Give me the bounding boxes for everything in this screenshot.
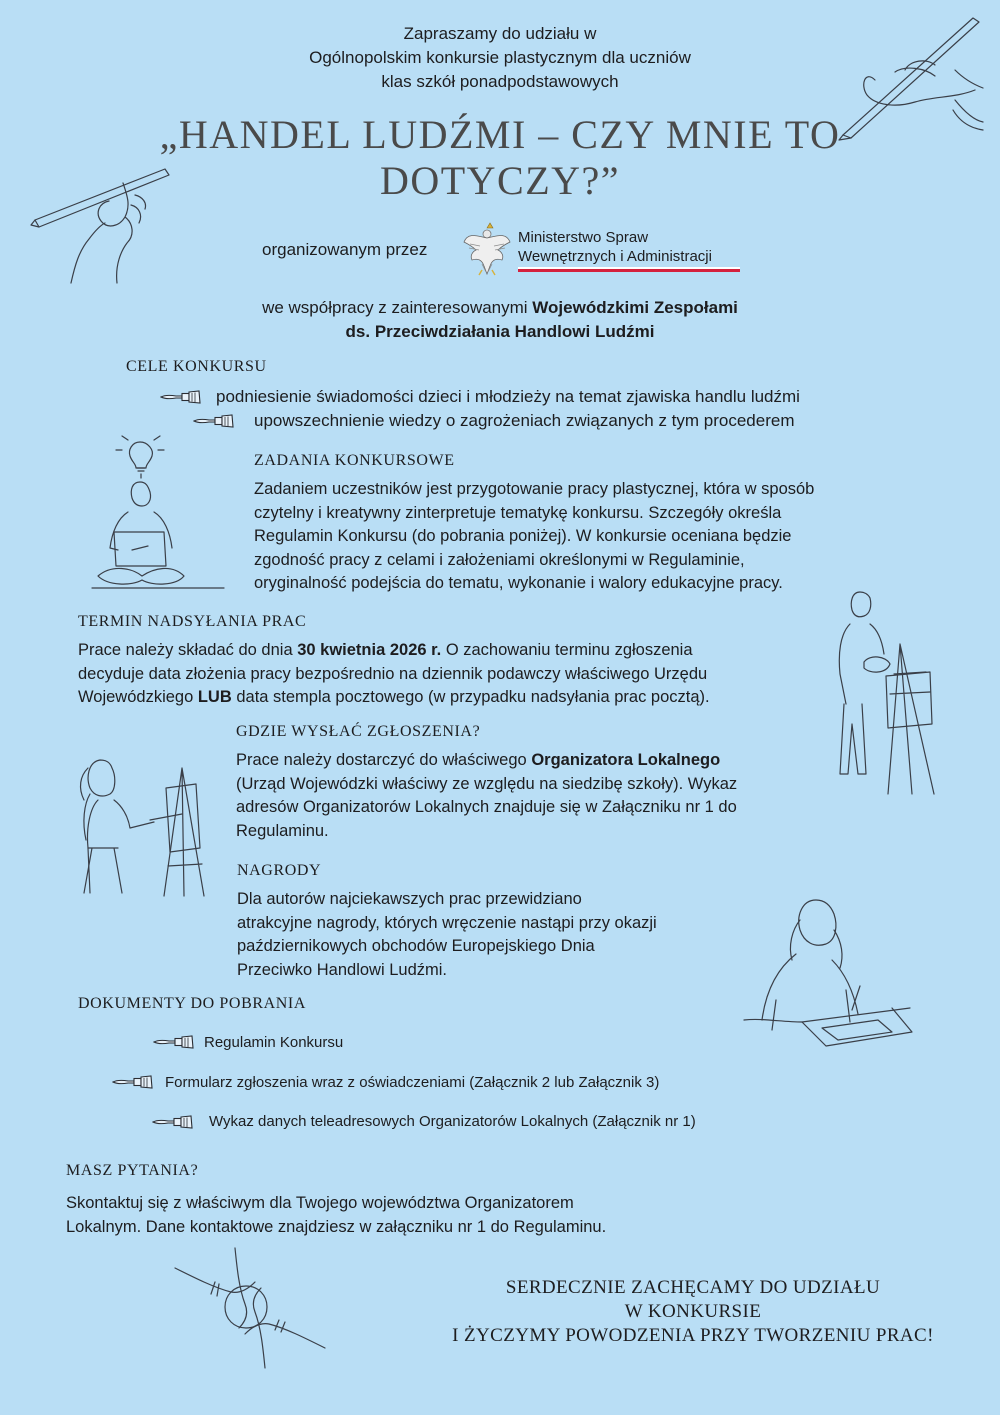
document-link-regulations[interactable]: Regulamin Konkursu <box>204 1034 344 1051</box>
man-at-easel-icon <box>830 584 950 799</box>
deadline-line-2: decyduje data złożenia pracy bezpośrednio na dziennik podawczy właściwego Urzędu <box>78 664 708 683</box>
closing-message <box>420 1276 966 1348</box>
document-link-form[interactable]: Formularz zgłoszenia wraz z oświadczeniami (Załącznik 2 lub Załącznik 3) <box>165 1074 660 1091</box>
goal-item-2: upowszechnienie wiedzy o zagrożeniach związanych z tym procederem <box>254 411 795 430</box>
deadline-date: 30 kwietnia 2026 r. <box>297 641 442 659</box>
where-line-2: (Urząd Wojewódzki właściwy ze względu na siedzibę szkoły). Wykaz <box>236 774 738 793</box>
where-line-1 <box>236 749 826 773</box>
intro-line-3: klas szkół ponadpodstawowych <box>381 72 619 91</box>
ministry-logo <box>462 222 752 280</box>
paintbrush-icon <box>193 413 235 429</box>
prizes-text <box>237 888 737 982</box>
deadline-text-part: Prace należy składać do dnia <box>78 641 298 659</box>
page-title <box>100 112 900 204</box>
questions-line-1: Skontaktuj się z właściwym dla Twojego województwa Organizatorem <box>66 1194 574 1212</box>
deadline-or: LUB <box>197 688 232 706</box>
intro-line-1: Zapraszamy do udziału w <box>403 24 597 43</box>
prizes-line: Dla autorów najciekawszych prac przewidziano <box>237 890 582 908</box>
questions-heading: MASZ PYTANIA? <box>66 1162 199 1179</box>
deadline-heading: TERMIN NADSYŁANIA PRAC <box>78 613 307 630</box>
ministry-name-line-1: Ministerstwo Spraw <box>518 229 649 246</box>
where-text-part: Prace należy dostarczyć do właściwego <box>236 751 532 769</box>
cooperation <box>200 296 800 344</box>
ministry-name <box>518 228 712 266</box>
closing-line-1: SERDECZNIE ZACHĘCAMY DO UDZIAŁU <box>505 1277 881 1298</box>
prizes-line: Przeciwko Handlowi Ludźmi. <box>237 960 447 979</box>
woman-drawing-icon <box>742 890 914 1050</box>
intro-line-2: Ogólnopolskim konkursie plastycznym dla uczniów <box>309 48 691 67</box>
paintbrush-icon <box>160 389 202 405</box>
goals-heading: CELE KONKURSU <box>126 358 267 375</box>
tasks-line: oryginalność podejścia do tematu, wykonanie i walory edukacyjne pracy. <box>254 574 783 592</box>
questions-line-2: Lokalnym. Dane kontaktowe znajdziesz w załączniku nr 1 do Regulaminu. <box>66 1217 607 1236</box>
paintbrush-icon <box>153 1034 195 1050</box>
where-line-4: Regulaminu. <box>236 821 329 840</box>
document-link-contacts[interactable]: Wykaz danych teleadresowych Organizatorów Lokalnych (Załącznik nr 1) <box>209 1113 696 1130</box>
deadline-text-part: O zachowaniu terminu zgłoszenia <box>441 641 693 659</box>
tasks-heading: ZADANIA KONKURSOWE <box>254 452 455 469</box>
paintbrush-icon <box>152 1114 194 1130</box>
ministry-name-line-2: Wewnętrznych i Administracji <box>518 248 712 265</box>
where-organizer: Organizatora Lokalnego <box>531 751 721 769</box>
deadline-line-3 <box>78 686 838 710</box>
title-line-2: DOTYCZY?” <box>379 158 621 203</box>
deadline-line-1 <box>78 639 838 663</box>
tasks-line: czytelny i kreatywny zinterpretuje tematykę konkursu. Szczegóły określa <box>254 503 782 522</box>
eagle-emblem-icon <box>462 222 512 278</box>
deadline-text <box>78 639 838 710</box>
prizes-line: październikowych obchodów Europejskiego Dnia <box>237 937 595 955</box>
closing-line-2: W KONKURSIE <box>624 1301 762 1322</box>
tasks-line: Zadaniem uczestników jest przygotowanie pracy plastycznej, która w sposób <box>254 480 815 498</box>
person-with-laptop-icon <box>92 436 227 591</box>
hand-with-pencil-icon <box>35 165 170 285</box>
questions-text <box>66 1192 766 1239</box>
title-line-1: „HANDEL LUDŹMI – CZY MNIE TO <box>159 112 841 157</box>
documents-heading: DOKUMENTY DO POBRANIA <box>78 995 307 1012</box>
tasks-text <box>254 478 914 596</box>
joined-hands-icon <box>175 1248 325 1368</box>
prizes-line: atrakcyjne nagrody, których wręczenie nastąpi przy okazji <box>237 913 657 932</box>
where-line-3: adresów Organizatorów Lokalnych znajduje się w Załączniku nr 1 do <box>236 798 737 816</box>
deadline-text-part: data stempla pocztowego (w przypadku nadsyłania prac pocztą). <box>231 688 710 706</box>
where-text <box>236 749 826 843</box>
paintbrush-icon <box>112 1074 154 1090</box>
girl-painting-icon <box>70 748 220 898</box>
intro <box>200 22 800 94</box>
where-heading: GDZIE WYSŁAĆ ZGŁOSZENIA? <box>236 723 481 740</box>
cooperation-bold-1: Wojewódzkimi Zespołami <box>532 298 738 317</box>
cooperation-bold-2: ds. Przeciwdziałania Handlowi Ludźmi <box>345 322 655 341</box>
prizes-heading: NAGRODY <box>237 862 322 879</box>
cooperation-line-1 <box>200 296 800 320</box>
tasks-line: zgodność pracy z celami i założeniami określonymi w Regulaminie, <box>254 550 745 569</box>
goal-item-1: podniesienie świadomości dzieci i młodzieży na temat zjawiska handlu ludźmi <box>216 387 800 406</box>
flag-red-stripe <box>518 269 740 272</box>
cooperation-line-2 <box>200 320 800 344</box>
deadline-text-part: Wojewódzkiego <box>78 688 198 706</box>
hand-with-pencil-icon <box>835 10 985 140</box>
tasks-line: Regulamin Konkursu (do pobrania poniżej). W konkursie oceniana będzie <box>254 527 792 545</box>
cooperation-prefix: we współpracy z zainteresowanymi <box>262 298 533 317</box>
closing-line-3: I ŻYCZYMY POWODZENIA PRZY TWORZENIU PRAC! <box>452 1325 934 1346</box>
organizer-label: organizowanym przez <box>262 240 428 259</box>
